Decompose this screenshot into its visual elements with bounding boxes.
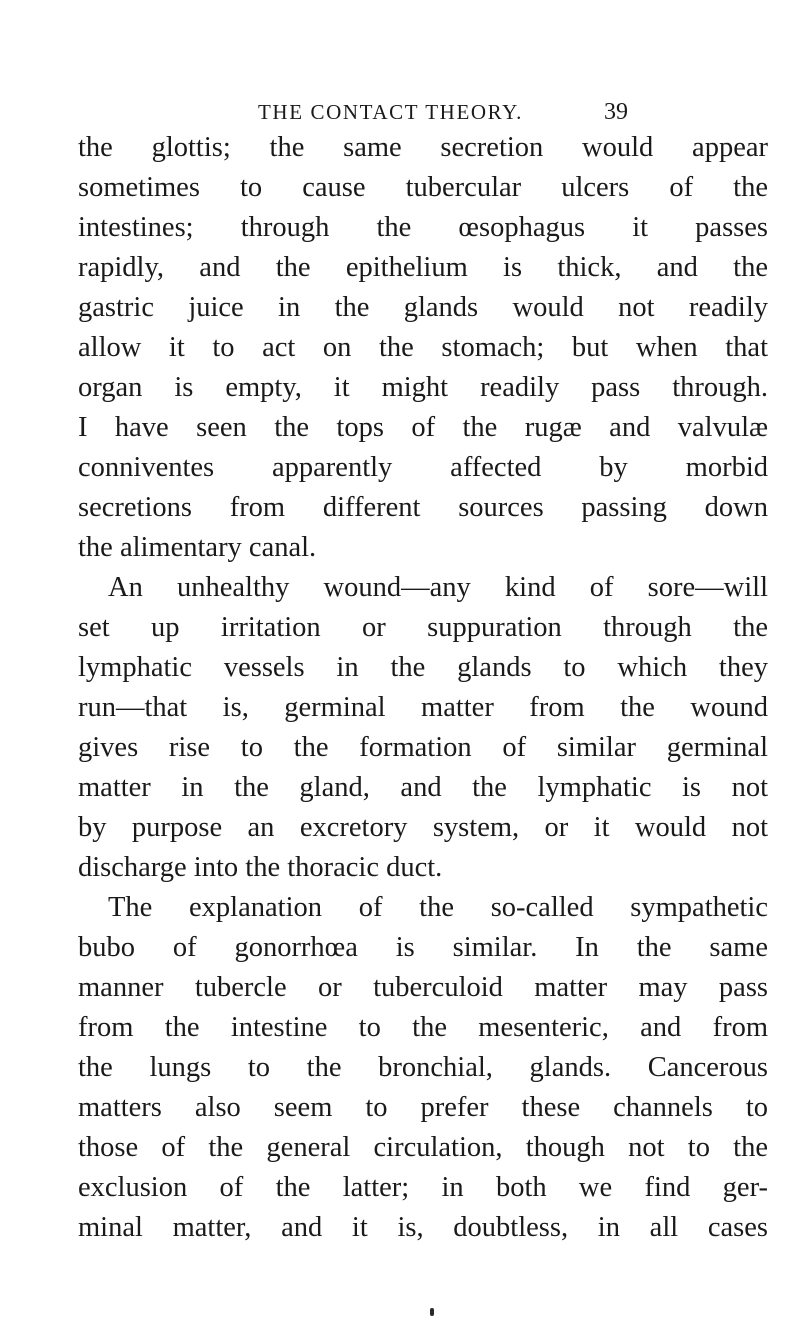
text-line: the alimentary canal. [78, 532, 317, 563]
running-title: THE CONTACT THEORY. [258, 100, 523, 124]
text-line: matter in the gland, and the lymphatic is not [78, 772, 768, 803]
page-number: 39 [604, 99, 628, 125]
text-line: exclusion of the latter; in both we find ger- [78, 1172, 768, 1203]
text-line: allow it to act on the stomach; but when that [78, 332, 768, 363]
text-line: gastric juice in the glands would not readily [78, 292, 768, 323]
text-line: The explanation of the so-called sympathetic [108, 892, 768, 923]
text-line: I have seen the tops of the rugæ and valvulæ [78, 412, 768, 443]
text-line: sometimes to cause tubercular ulcers of the [78, 172, 768, 203]
text-line: run—that is, germinal matter from the wound [78, 692, 768, 723]
text-line: those of the general circulation, though not to the [78, 1132, 768, 1163]
text-line: matters also seem to prefer these channels to [78, 1092, 768, 1123]
text-line: gives rise to the formation of similar germinal [78, 732, 768, 763]
text-line: discharge into the thoracic duct. [78, 852, 443, 883]
text-line: by purpose an excretory system, or it would not [78, 812, 768, 843]
text-line: lymphatic vessels in the glands to which they [78, 652, 768, 683]
text-line: intestines; through the œsophagus it passes [78, 212, 768, 243]
text-line: secretions from different sources passing down [78, 492, 768, 523]
ink-speck [430, 1308, 434, 1316]
text-line: conniventes apparently affected by morbid [78, 452, 768, 483]
running-head [258, 92, 628, 132]
text-line: set up irritation or suppuration through the [78, 612, 768, 643]
text-line: the glottis; the same secretion would appear [78, 132, 768, 163]
body-text [78, 128, 768, 1248]
text-line: the lungs to the bronchial, glands. Cancerous [78, 1052, 768, 1083]
text-line: An unhealthy wound—any kind of sore—will [108, 572, 768, 603]
text-line: manner tubercle or tuberculoid matter may pass [78, 972, 768, 1003]
text-line: rapidly, and the epithelium is thick, and the [78, 252, 768, 283]
text-line: from the intestine to the mesenteric, and from [78, 1012, 768, 1043]
text-line: organ is empty, it might readily pass through. [78, 372, 768, 403]
text-line: bubo of gonorrhœa is similar. In the same [78, 932, 768, 963]
text-line: minal matter, and it is, doubtless, in all cases [78, 1212, 768, 1243]
